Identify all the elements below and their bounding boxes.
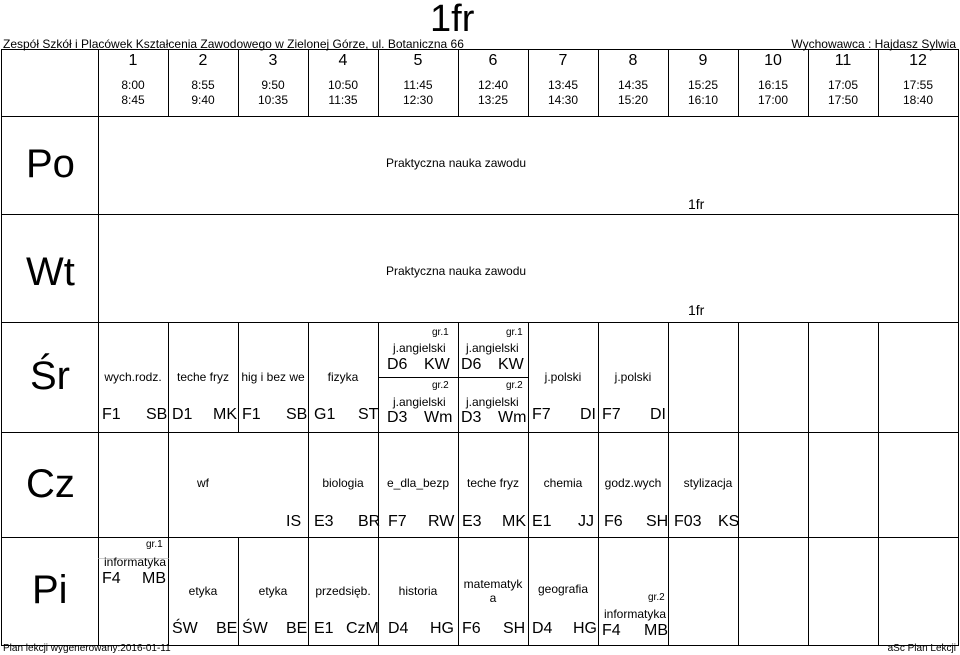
group-label: gr.1 xyxy=(146,539,163,550)
lesson-subject: j.angielski xyxy=(466,341,519,355)
group-label: gr.2 xyxy=(432,380,449,391)
period-end-time: 11:35 xyxy=(328,93,358,107)
lesson-room: D6 xyxy=(461,356,482,373)
lesson-room: D3 xyxy=(387,409,408,426)
period-start-time: 10:50 xyxy=(327,78,359,92)
lesson-teacher: IS xyxy=(286,513,302,530)
period-end-time: 10:35 xyxy=(257,93,289,107)
lesson-room: F7 xyxy=(388,513,407,530)
lesson-subject: wych.rodz. xyxy=(104,370,162,384)
period-end-time: 9:40 xyxy=(191,93,215,107)
lesson-teacher: SH xyxy=(503,620,526,637)
lesson-subject: j.angielski xyxy=(393,395,446,409)
lesson-room: F1 xyxy=(242,406,261,423)
lesson-subject: etyka xyxy=(258,584,288,598)
day-label-po: Po xyxy=(26,142,75,186)
lesson-teacher: Wm xyxy=(498,409,527,426)
lesson-subject: biologia xyxy=(322,476,364,490)
lesson-room: E1 xyxy=(532,513,552,530)
day-label-wt: Wt xyxy=(26,250,75,294)
period-end-time: 12:30 xyxy=(402,93,434,107)
period-number: 2 xyxy=(198,52,208,69)
period-number: 10 xyxy=(764,52,782,69)
period-number: 3 xyxy=(268,52,278,69)
lesson-room: F6 xyxy=(604,513,623,530)
lesson-subject: informatyka xyxy=(604,607,667,621)
lesson-teacher: MK xyxy=(502,513,526,530)
lesson-room: D6 xyxy=(387,356,408,373)
period-number: 12 xyxy=(909,52,927,69)
lesson-room: F4 xyxy=(602,622,621,639)
school-name: Zespół Szkół i Placówek Kształcenia Zawodowego w Zielonej Górze, ul. Botaniczna 66 xyxy=(3,37,464,51)
class-title: 1fr xyxy=(430,0,475,40)
lesson-subject: matematyk xyxy=(463,577,523,591)
group-label: gr.1 xyxy=(432,327,449,338)
wt-class-tag: 1fr xyxy=(688,302,705,318)
period-end-time: 17:00 xyxy=(757,93,789,107)
period-start-time: 14:35 xyxy=(617,78,649,92)
lesson-teacher: RW xyxy=(428,513,455,530)
lesson-room: F4 xyxy=(102,570,121,587)
period-start-time: 13:45 xyxy=(547,78,579,92)
period-start-time: 17:55 xyxy=(902,78,934,92)
lesson-teacher: DI xyxy=(650,406,666,423)
lesson-teacher: CzM xyxy=(346,620,379,637)
lesson-teacher: JJ xyxy=(578,513,594,530)
lesson-subject: fizyka xyxy=(327,370,359,384)
lesson-room: G1 xyxy=(314,406,336,423)
lesson-subject: godz.wych xyxy=(604,476,662,490)
lesson-teacher: DI xyxy=(580,406,596,423)
group-label: gr.2 xyxy=(506,380,523,391)
lesson-teacher: MB xyxy=(644,622,668,639)
lesson-teacher: BE xyxy=(286,620,308,637)
lesson-room: D4 xyxy=(532,620,553,637)
day-label-sr: Śr xyxy=(30,354,70,398)
lesson-teacher: KS xyxy=(718,513,740,530)
class-teacher: Wychowawca : Hajdasz Sylwia xyxy=(791,37,956,51)
lesson-room: F7 xyxy=(602,406,621,423)
lesson-room: E3 xyxy=(462,513,482,530)
group-label: gr.2 xyxy=(648,592,665,603)
lesson-teacher: Wm xyxy=(424,409,453,426)
lesson-teacher: HG xyxy=(430,620,454,637)
lesson-teacher: SB xyxy=(286,406,308,423)
po-class-tag: 1fr xyxy=(688,196,705,212)
lesson-room: F6 xyxy=(462,620,481,637)
lesson-subject: informatyka xyxy=(104,555,167,569)
lesson-subject: teche fryz xyxy=(466,476,520,490)
lesson-room: F7 xyxy=(532,406,551,423)
period-start-time: 12:40 xyxy=(477,78,509,92)
lesson-subject: przedsięb. xyxy=(315,584,371,598)
lesson-teacher: BE xyxy=(216,620,238,637)
software-credit: aSc Plan Lekcji xyxy=(887,643,956,654)
lesson-subject: historia xyxy=(398,584,438,598)
period-start-time: 8:00 xyxy=(121,78,145,92)
lesson-subject-continued: a xyxy=(489,591,497,605)
period-end-time: 18:40 xyxy=(902,93,934,107)
lesson-room: E1 xyxy=(314,620,334,637)
period-end-time: 16:10 xyxy=(687,93,719,107)
period-start-time: 15:25 xyxy=(687,78,719,92)
lesson-subject: wf xyxy=(197,476,209,490)
lesson-room: ŚW xyxy=(242,620,268,637)
po-banner: Praktyczna nauka zawodu xyxy=(386,156,527,170)
period-number: 8 xyxy=(628,52,638,69)
lesson-subject: chemia xyxy=(543,476,583,490)
lesson-subject: j.polski xyxy=(614,370,652,384)
period-number: 9 xyxy=(698,52,708,69)
period-end-time: 14:30 xyxy=(547,93,579,107)
period-number: 4 xyxy=(338,52,348,69)
period-end-time: 13:25 xyxy=(477,93,509,107)
day-label-cz: Cz xyxy=(26,462,75,506)
lesson-teacher: SB xyxy=(146,406,168,423)
period-number: 1 xyxy=(128,52,138,69)
period-start-time: 16:15 xyxy=(757,78,789,92)
lesson-room: F1 xyxy=(102,406,121,423)
lesson-subject: j.polski xyxy=(544,370,582,384)
period-number: 7 xyxy=(558,52,568,69)
lesson-teacher: SH xyxy=(646,513,669,530)
day-label-pi: Pi xyxy=(32,568,68,612)
period-end-time: 17:50 xyxy=(827,93,859,107)
lesson-subject: etyka xyxy=(188,584,218,598)
lesson-room: E3 xyxy=(314,513,334,530)
lesson-subject: teche fryz xyxy=(176,370,230,384)
period-number: 5 xyxy=(413,52,423,69)
period-start-time: 8:55 xyxy=(191,78,215,92)
lesson-teacher: KW xyxy=(498,356,524,373)
period-number: 11 xyxy=(834,52,852,69)
lesson-subject: stylizacja xyxy=(683,476,733,490)
lesson-teacher: BR xyxy=(358,513,381,530)
lesson-subject: j.angielski xyxy=(466,395,519,409)
wt-banner: Praktyczna nauka zawodu xyxy=(386,264,527,278)
lesson-subject: geografia xyxy=(537,582,589,596)
lesson-room: D3 xyxy=(461,409,482,426)
lesson-teacher: HG xyxy=(573,620,597,637)
period-start-time: 9:50 xyxy=(261,78,285,92)
lesson-subject: hig i bez we xyxy=(241,370,305,384)
lesson-subject: j.angielski xyxy=(393,341,446,355)
lesson-teacher: KW xyxy=(424,356,450,373)
generated-date: Plan lekcji wygenerowany:2016-01-11 xyxy=(3,643,171,654)
lesson-teacher: MK xyxy=(213,406,237,423)
period-end-time: 8:45 xyxy=(121,93,145,107)
lesson-room: D4 xyxy=(388,620,409,637)
period-start-time: 17:05 xyxy=(827,78,859,92)
lesson-room: D1 xyxy=(172,406,193,423)
lesson-teacher: MB xyxy=(142,570,166,587)
lesson-subject: e_dla_bezp xyxy=(386,476,450,490)
lesson-teacher: ST xyxy=(358,406,379,423)
period-number: 6 xyxy=(488,52,498,69)
group-label: gr.1 xyxy=(506,327,523,338)
period-end-time: 15:20 xyxy=(617,93,649,107)
period-start-time: 11:45 xyxy=(403,78,433,92)
lesson-room: F03 xyxy=(674,513,702,530)
lesson-room: ŚW xyxy=(172,620,198,637)
